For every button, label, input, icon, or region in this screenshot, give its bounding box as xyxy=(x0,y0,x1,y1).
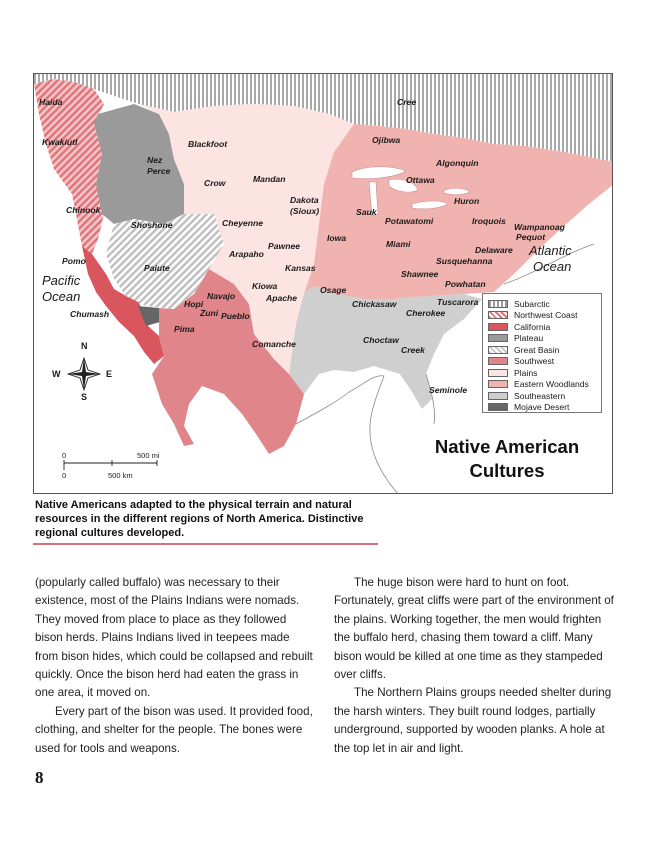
scale-zero-km: 0 xyxy=(62,471,67,480)
legend-item xyxy=(488,310,597,322)
legend-swatch xyxy=(488,392,508,400)
legend-label: Eastern Woodlands xyxy=(514,379,589,390)
legend-item xyxy=(488,356,597,368)
map xyxy=(33,73,613,494)
tribe-label: Iowa xyxy=(327,233,347,243)
tribe-label: Apache xyxy=(266,293,298,303)
tribe-label: Kwakiutl xyxy=(42,137,78,147)
tribe-label: Hopi xyxy=(184,299,204,309)
tribe-label: Kiowa xyxy=(252,281,278,291)
legend-item xyxy=(488,390,597,402)
tribe-label: Kansas xyxy=(285,263,316,273)
compass-n: N xyxy=(81,341,88,351)
body-column-left xyxy=(35,574,315,758)
pacific-ocean-label-2: Ocean xyxy=(42,289,81,304)
tribe-label: Cree xyxy=(397,97,417,107)
tribe-label: Seminole xyxy=(429,385,468,395)
tribe-label: Pawnee xyxy=(268,241,301,251)
tribe-label: Crow xyxy=(204,178,226,188)
tribe-label: Shoshone xyxy=(131,220,173,230)
legend-label: Great Basin xyxy=(514,344,560,355)
tribe-label: Huron xyxy=(454,196,480,206)
paragraph: The huge bison were hard to hunt on foot. Fortunately, great cliffs were part of the environment of the plains. Working together, the men would frighten the buffalo herd, chasing them toward a cliff. Many bison would be killed at one time as they stampeded over cliffs. xyxy=(334,576,614,682)
tribe-label: Choctaw xyxy=(363,335,399,345)
tribe-label: Mandan xyxy=(253,174,286,184)
tribe-label: Ottawa xyxy=(406,175,435,185)
legend-swatch xyxy=(488,346,508,354)
tribe-label: Perce xyxy=(147,166,171,176)
legend-swatch xyxy=(488,323,508,331)
legend-item xyxy=(488,379,597,391)
legend-label: Southwest xyxy=(514,356,555,367)
tribe-label: Ojibwa xyxy=(372,135,401,145)
tribe-label: Shawnee xyxy=(401,269,439,279)
compass-e: E xyxy=(106,369,113,379)
tribe-label: (Sioux) xyxy=(290,206,320,216)
page-number: 8 xyxy=(35,768,44,787)
legend-label: Mojave Desert xyxy=(514,402,570,413)
legend-label: Plateau xyxy=(514,333,544,344)
tribe-label: Tuscarora xyxy=(437,297,479,307)
tribe-label: Zuni xyxy=(200,308,219,318)
tribe-label: Potawatomi xyxy=(385,216,434,226)
paragraph: (popularly called buffalo) was necessary to their existence, most of the Plains Indians were nomads. They moved from place to place as they followed bison herds. Plains Indians lived in teepees made from bison hides, which could be collapsed and rebuilt quickly. Once the bison herd had eaten the grass in one area, it moved on. xyxy=(35,576,313,700)
legend-label: Southeastern xyxy=(514,390,566,401)
tribe-label: Pomo xyxy=(62,256,86,266)
tribe-label: Chinook xyxy=(66,205,101,215)
legend-label: Plains xyxy=(514,367,538,378)
tribe-label: Powhatan xyxy=(445,279,486,289)
legend-item xyxy=(488,402,597,414)
tribe-label: Comanche xyxy=(252,339,296,349)
scale-zero-mi: 0 xyxy=(62,451,67,460)
legend-item xyxy=(488,333,597,345)
caption-divider xyxy=(33,543,378,545)
legend-swatch xyxy=(488,311,508,319)
legend-label: California xyxy=(514,321,551,332)
legend-item xyxy=(488,367,597,379)
tribe-label: Navajo xyxy=(207,291,236,301)
tribe-label: Dakota xyxy=(290,195,319,205)
tribe-label: Osage xyxy=(320,285,347,295)
tribe-label: Delaware xyxy=(475,245,513,255)
legend-swatch xyxy=(488,369,508,377)
paragraph: Every part of the bison was used. It provided food, clothing, and shelter for the people. The bones were used for tools and weapons. xyxy=(35,704,313,755)
map-legend xyxy=(482,293,602,413)
tribe-label: Miami xyxy=(386,239,411,249)
tribe-label: Chumash xyxy=(70,309,110,319)
tribe-label: Sauk xyxy=(356,207,377,217)
tribe-label: Algonquin xyxy=(436,158,479,168)
tribe-label: Creek xyxy=(401,345,425,355)
tribe-label: Nez xyxy=(147,155,163,165)
tribe-label: Susquehanna xyxy=(436,256,493,266)
tribe-label: Pequot xyxy=(516,232,546,242)
legend-swatch xyxy=(488,380,508,388)
pacific-ocean-label-1: Pacific xyxy=(42,273,81,288)
tribe-label: Cherokee xyxy=(406,308,446,318)
tribe-label: Arapaho xyxy=(229,249,264,259)
body-column-right xyxy=(334,574,614,758)
map-title xyxy=(426,435,588,483)
legend-swatch xyxy=(488,403,508,411)
tribe-label: Chickasaw xyxy=(352,299,397,309)
tribe-label: Pueblo xyxy=(221,311,250,321)
map-title-line1: Native American xyxy=(434,436,580,457)
legend-item xyxy=(488,344,597,356)
atlantic-ocean-label-1: Atlantic xyxy=(529,243,572,258)
legend-label: Subarctic xyxy=(514,298,550,309)
compass-s: S xyxy=(81,392,88,402)
tribe-label: Paiute xyxy=(144,263,170,273)
compass-w: W xyxy=(52,369,61,379)
tribe-label: Blackfoot xyxy=(188,139,228,149)
scale-km: 500 km xyxy=(108,471,133,480)
legend-swatch xyxy=(488,300,508,308)
legend-swatch xyxy=(488,357,508,365)
scale-mi: 500 mi xyxy=(137,451,160,460)
map-regions xyxy=(34,74,613,494)
tribe-label: Wampanoag xyxy=(514,222,565,232)
tribe-label: Haida xyxy=(39,97,63,107)
tribe-label: Pima xyxy=(174,324,195,334)
tribe-label: Cheyenne xyxy=(222,218,264,228)
legend-item xyxy=(488,298,597,310)
paragraph: The Northern Plains groups needed shelter during the harsh winters. They built round lodges, partially underground, supported by wooden planks. A hole at the top let in air and light. xyxy=(334,686,612,755)
map-title-line2: Cultures xyxy=(469,460,545,481)
legend-swatch xyxy=(488,334,508,342)
atlantic-ocean-label-2: Ocean xyxy=(533,259,572,274)
tribe-label: Iroquois xyxy=(472,216,506,226)
legend-label: Northwest Coast xyxy=(514,310,578,321)
legend-item xyxy=(488,321,597,333)
map-caption: Native Americans adapted to the physical terrain and natural resources in the different regions of North America. Distinctive regional cultures developed. xyxy=(35,499,364,539)
